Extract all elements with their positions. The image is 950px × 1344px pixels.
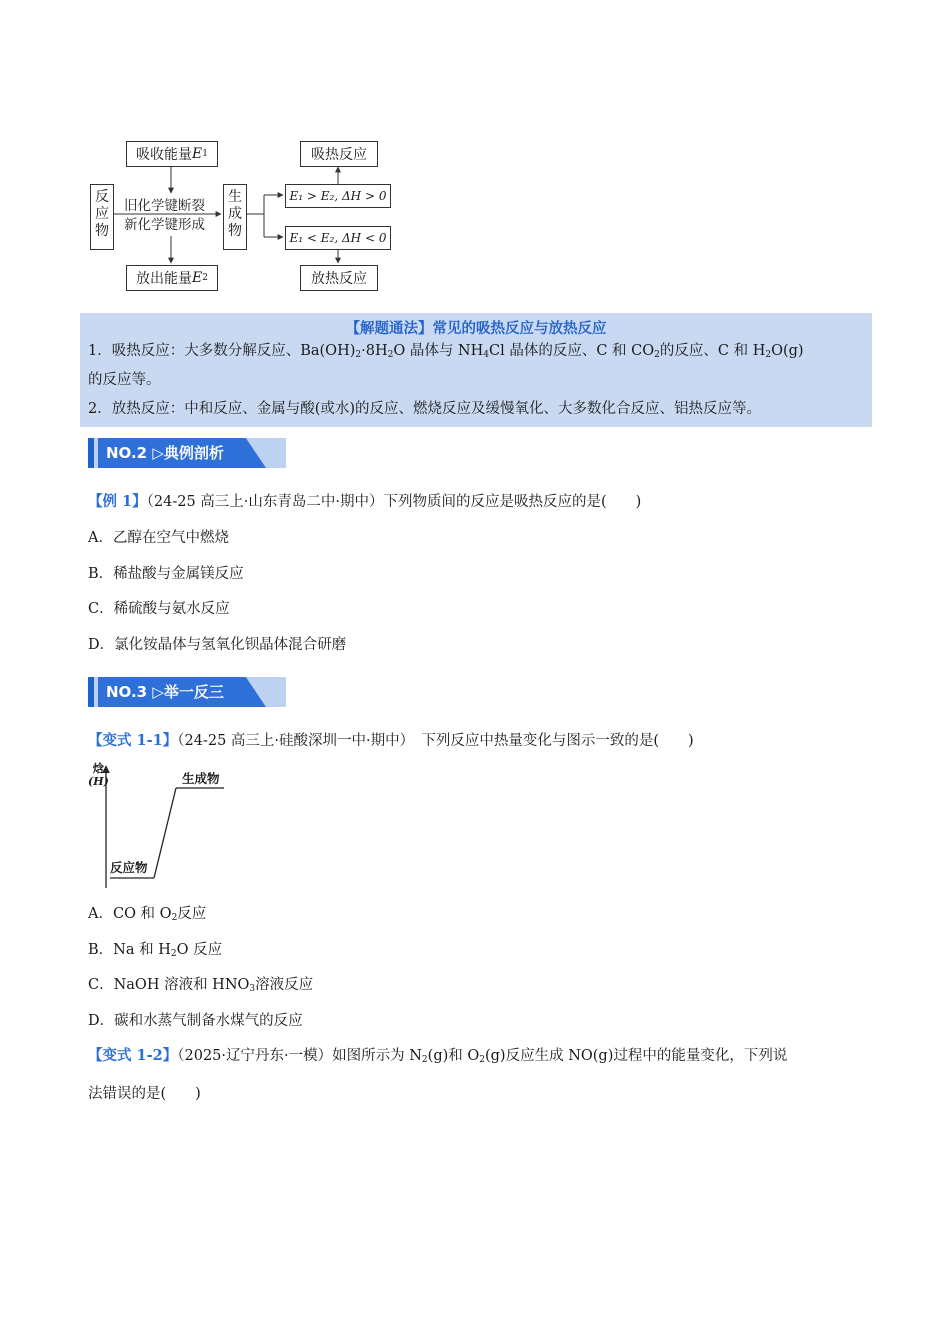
example-1-option-c: C．稀硫酸与氨水反应 [88,601,230,617]
graph-product-label: 生成物 [182,771,220,786]
endothermic-condition-box: E₁ > E₂, ΔH > 0 [285,184,391,208]
variant-1-2-question: 【变式 1-2】（2025·辽宁丹东·一模）如图所示为 $N_2(g)$和 $O_2(g)$反应生成 NO(g)过程中的能量变化，下列说 [88,1047,788,1065]
section-banner-no3-label: NO.3 ▷举一反三 [106,683,224,701]
reactant-box: 反 应 物 [90,184,114,250]
variant-1-1-option-c: C．NaOH 溶液和 $HNO_3$溶液反应 [88,977,314,994]
product-box: 生 成 物 [223,184,247,250]
method-item-1: 1．吸热反应：大多数分解反应、$Ba(OH)_2\cdot 8H_2O$ 晶体与 $NH_4Cl$ 晶体的反应、C 和 $CO_2$的反应、C 和 $H_2O(g)$ [88,343,804,360]
variant-1-1-option-b: B．Na 和 $H_2O$ 反应 [88,942,223,959]
variant-1-1-option-d: D．碳和水蒸气制备水煤气的反应 [88,1013,303,1029]
example-1-option-b: B．稀盐酸与金属镁反应 [88,566,244,582]
example-1-option-a: A．乙醇在空气中燃烧 [88,530,229,546]
graph-y-axis-label: 焓 (H) [88,762,109,788]
diagram-connectors [0,0,420,300]
section-banner-no3 [88,677,286,707]
variant-1-1-option-a: A．CO 和 $O_2$反应 [88,906,207,923]
enthalpy-graph [84,760,244,890]
method-item-1-continued: 的反应等。 [88,372,161,388]
section-banner-no2-label: NO.2 ▷典例剖析 [106,444,224,462]
section-banner-no2 [88,438,286,468]
absorb-energy-box: 吸收能量 E 1 [126,141,218,167]
method-item-2: 2．放热反应：中和反应、金属与酸(或水)的反应、燃烧反应及缓慢氧化、大多数化合反应、铝热反应等。 [88,401,762,417]
example-1-tag: 【例 1】 [88,493,147,510]
example-1-question: 【例 1】（24-25 高三上·山东青岛二中·期中）下列物质间的反应是吸热反应的是( ) [88,493,642,510]
method-title: 【解题通法】常见的吸热反应与放热反应 [345,321,607,337]
bond-change-text: 旧化学键断裂 新化学键形成 [124,198,205,233]
method-summary-box [80,313,872,427]
variant-1-1-question: 【变式 1-1】（24-25 高三上·硅酸深圳一中·期中） 下列反应中热量变化与图示一致的是( ) [88,732,694,749]
example-1-option-d: D．氯化铵晶体与氢氧化钡晶体混合研磨 [88,637,347,653]
exothermic-reaction-box: 放热反应 [300,265,378,291]
variant-1-2-question-continued: 法错误的是( ) [88,1086,201,1102]
endothermic-reaction-box: 吸热反应 [300,141,378,167]
graph-reactant-label: 反应物 [110,860,148,875]
release-energy-box: 放出能量 E 2 [126,265,218,291]
exothermic-condition-box: E₁ < E₂, ΔH < 0 [285,226,391,250]
variant-1-1-tag: 【变式 1-1】 [88,732,178,749]
variant-1-2-tag: 【变式 1-2】 [88,1047,178,1064]
